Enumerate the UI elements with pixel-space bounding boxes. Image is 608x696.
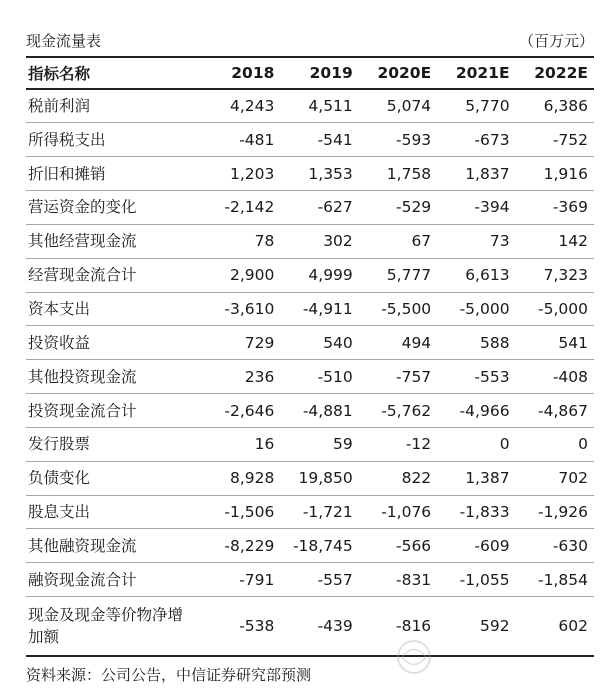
table-row: [26, 292, 594, 326]
row-value: 729: [244, 333, 275, 352]
row-value: -1,833: [459, 503, 510, 522]
row-value: -538: [239, 616, 275, 635]
row-value: 67: [411, 232, 432, 251]
row-value: -5,500: [381, 299, 432, 318]
row-value: -12: [405, 435, 432, 454]
table-row: [26, 258, 594, 292]
unit-label: （百万元）: [518, 31, 594, 50]
row-label: 股息支出: [28, 503, 91, 522]
table-row: [26, 360, 594, 394]
row-value: -2,646: [224, 401, 275, 420]
row-value: -481: [239, 130, 275, 149]
row-value: 6,613: [465, 266, 510, 285]
row-value: 494: [401, 333, 432, 352]
row-value: 5,074: [386, 97, 432, 116]
row-value: 1,387: [465, 469, 510, 488]
row-value: -673: [474, 130, 510, 149]
row-value: -510: [317, 367, 353, 386]
header-year: 2018: [231, 64, 275, 82]
row-value: -630: [552, 536, 588, 555]
table-row: [26, 394, 594, 428]
row-value: 822: [401, 469, 432, 488]
row-label: 所得税支出: [28, 130, 106, 149]
row-value: -3,610: [224, 299, 275, 318]
table-row: [26, 89, 594, 123]
header-year: 2022E: [534, 64, 588, 82]
cash-flow-table: [26, 56, 594, 657]
row-value: -566: [395, 536, 432, 555]
table-row: [26, 427, 594, 461]
row-value: -18,745: [292, 536, 353, 555]
row-value: -5,000: [538, 299, 588, 318]
table-row: [26, 224, 594, 258]
row-value: -593: [395, 130, 432, 149]
row-value: 8,928: [230, 469, 275, 488]
row-value: 541: [558, 333, 588, 352]
row-value: 588: [479, 333, 510, 352]
header-indicator: 指标名称: [28, 65, 91, 83]
row-value: 78: [254, 232, 275, 251]
table-row: [26, 529, 594, 563]
row-label: 其他经营现金流: [28, 232, 137, 251]
row-value: 602: [558, 616, 588, 635]
row-value: -609: [474, 536, 510, 555]
row-value: 4,999: [308, 266, 353, 285]
row-value: 7,323: [543, 266, 588, 285]
header-year: 2019: [309, 64, 353, 82]
row-value: -541: [317, 130, 353, 149]
row-value: 5,770: [465, 97, 510, 116]
row-value: -2,142: [224, 198, 275, 217]
row-value: 5,777: [386, 266, 432, 285]
row-value: -8,229: [224, 536, 275, 555]
row-value: -627: [317, 198, 353, 217]
row-value: 0: [499, 435, 510, 454]
header-row: [26, 57, 594, 89]
row-value: -1,055: [459, 570, 510, 589]
row-label: 税前利润: [28, 97, 91, 116]
row-value: -1,721: [302, 503, 353, 522]
row-value: -369: [552, 198, 588, 217]
table-title: 现金流量表: [26, 31, 102, 50]
source-note: 资料来源：公司公告，中信证券研究部预测: [26, 666, 312, 684]
row-value: 19,850: [298, 469, 353, 488]
row-value: 0: [578, 435, 588, 454]
table-row: [26, 495, 594, 529]
row-value: -4,966: [459, 401, 510, 420]
row-value: -557: [317, 570, 353, 589]
row-value: 540: [323, 333, 353, 352]
row-value: 1,758: [386, 164, 432, 183]
row-label: 折旧和摊销: [28, 164, 106, 183]
row-value: -408: [552, 367, 588, 386]
row-value: -1,076: [381, 503, 432, 522]
row-value: 73: [489, 232, 510, 251]
row-value: -831: [395, 570, 432, 589]
row-value: -529: [395, 198, 432, 217]
row-label: 发行股票: [28, 435, 91, 454]
row-label: 负债变化: [28, 469, 91, 488]
row-value: 6,386: [543, 97, 588, 116]
row-value: -757: [395, 367, 432, 386]
row-value: 4,243: [230, 97, 275, 116]
row-value: -752: [552, 130, 588, 149]
row-value: -439: [317, 616, 353, 635]
table-row: [26, 123, 594, 157]
table-body: [26, 89, 594, 656]
row-value: -5,000: [459, 299, 510, 318]
row-value: 702: [558, 469, 588, 488]
row-value: 142: [558, 232, 588, 251]
table-row: [26, 461, 594, 495]
table-title-row: [26, 28, 594, 52]
table-row: [26, 157, 594, 191]
row-value: 4,511: [308, 97, 353, 116]
row-value: -1,506: [224, 503, 275, 522]
row-label: 投资收益: [28, 333, 91, 352]
table-row: [26, 563, 594, 597]
row-value: -4,867: [538, 401, 588, 420]
row-value: -394: [474, 198, 510, 217]
row-label: 现金及现金等价物净增加额: [28, 605, 184, 646]
row-value: 1,837: [465, 164, 510, 183]
row-label: 资本支出: [28, 299, 91, 318]
row-label: 经营现金流合计: [28, 266, 137, 285]
table-row: [26, 191, 594, 225]
row-value: 16: [254, 435, 275, 454]
row-value: 2,900: [230, 266, 275, 285]
row-value: 1,353: [308, 164, 353, 183]
row-value: 236: [244, 367, 275, 386]
row-label: 其他融资现金流: [28, 536, 137, 555]
watermark-logo: [392, 632, 592, 682]
row-label: 营运资金的变化: [28, 198, 137, 217]
table-row: [26, 326, 594, 360]
row-value: 1,916: [543, 164, 588, 183]
row-value: -791: [239, 570, 275, 589]
row-value: -553: [474, 367, 510, 386]
row-label: 融资现金流合计: [28, 570, 137, 589]
row-value: -4,911: [302, 299, 353, 318]
row-value: -5,762: [381, 401, 432, 420]
row-value: 59: [333, 435, 353, 454]
header-year: 2021E: [455, 64, 510, 82]
row-value: -1,926: [538, 503, 588, 522]
row-value: 302: [323, 232, 353, 251]
row-value: 592: [479, 616, 510, 635]
row-value: -1,854: [538, 570, 588, 589]
row-label: 投资现金流合计: [28, 401, 137, 420]
header-year: 2020E: [377, 64, 432, 82]
row-value: -816: [395, 616, 432, 635]
row-label: 其他投资现金流: [28, 367, 137, 386]
row-value: -4,881: [302, 401, 353, 420]
row-value: 1,203: [230, 164, 275, 183]
